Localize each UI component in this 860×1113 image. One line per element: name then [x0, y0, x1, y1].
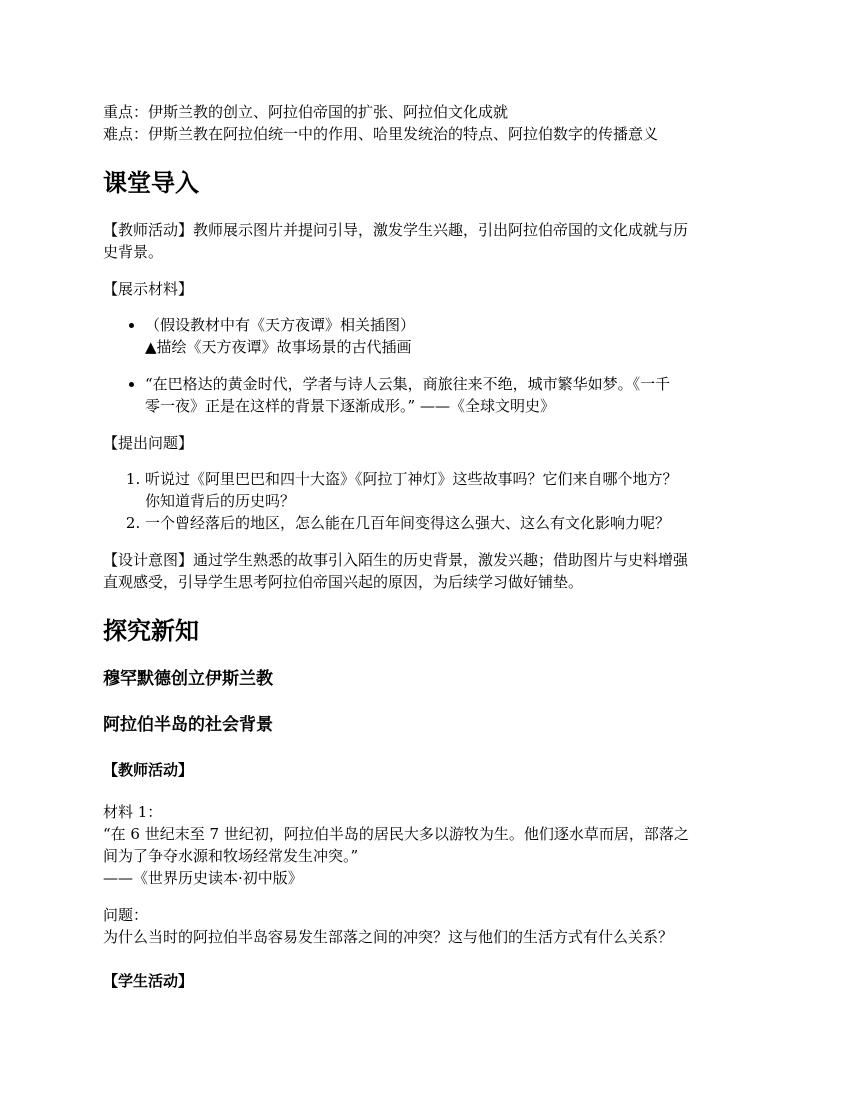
list-item	[145, 314, 763, 358]
teacher-activity-line-2: 史背景。	[103, 243, 164, 261]
document-page	[103, 101, 763, 992]
design-intent-paragraph	[103, 549, 763, 593]
questions-list	[103, 468, 763, 534]
list-item	[145, 512, 763, 534]
material-line-1: “在 6 世纪末至 7 世纪初，阿拉伯半岛的居民大多以游牧为生。他们逐水草而居，部落之	[103, 825, 689, 843]
question-1-line-1: 1. 听说过《阿里巴巴和四十大盗》《阿拉丁神灯》这些故事吗？它们来自哪个地方？	[145, 470, 678, 488]
question-2: 2. 一个曾经落后的地区，怎么能在几百年间变得这么强大、这么有文化影响力呢？	[145, 514, 671, 532]
question-1-line-2: 你知道背后的历史吗？	[145, 492, 296, 510]
materials-label: 【展示材料】	[103, 280, 194, 298]
question-block	[103, 904, 763, 948]
material-source: ——《世界历史读本·初中版》	[103, 869, 303, 887]
teacher-activity-paragraph	[103, 219, 763, 263]
bullet-2-line-1: • “在巴格达的黄金时代，学者与诗人云集，商旅往来不绝，城市繁华如梦。《一千	[145, 375, 671, 393]
teacher-activity-label: 【教师活动】	[103, 761, 194, 779]
section-heading-intro: 课堂导入	[103, 169, 199, 197]
question-label: 问题：	[103, 906, 149, 924]
list-item	[145, 373, 763, 417]
bullet-1-line-1: • （假设教材中有《天方夜谭》相关插图）	[145, 316, 416, 334]
focus-line: 重点：伊斯兰教的创立、阿拉伯帝国的扩张、阿拉伯文化成就	[103, 103, 509, 121]
material-line-2: 间为了争夺水源和牧场经常发生冲突。”	[103, 847, 359, 865]
material-block	[103, 801, 763, 889]
subheading-islam-founding: 穆罕默德创立伊斯兰教	[103, 669, 273, 689]
bullet-1-line-2: ▲描绘《天方夜谭》故事场景的古代插画	[145, 338, 412, 356]
materials-list	[103, 314, 763, 417]
material-label: 材料 1：	[103, 803, 163, 821]
section-heading-explore: 探究新知	[103, 617, 199, 645]
teacher-activity-line-1: 【教师活动】教师展示图片并提问引导，激发学生兴趣，引出阿拉伯帝国的文化成就与历	[103, 221, 689, 239]
key-points	[103, 101, 763, 145]
design-intent-line-1: 【设计意图】通过学生熟悉的故事引入陌生的历史背景，激发兴趣；借助图片与史料增强	[103, 551, 689, 569]
bullet-2-line-2: 零一夜》正是在这样的背景下逐渐成形。” ——《全球文明史》	[145, 397, 555, 415]
design-intent-line-2: 直观感受，引导学生思考阿拉伯帝国兴起的原因，为后续学习做好铺垫。	[103, 573, 584, 591]
list-item	[145, 468, 763, 512]
question-text: 为什么当时的阿拉伯半岛容易发生部落之间的冲突？这与他们的生活方式有什么关系？	[103, 928, 674, 946]
questions-label: 【提出问题】	[103, 434, 194, 452]
subheading-social-background: 阿拉伯半岛的社会背景	[103, 715, 273, 735]
student-activity-label: 【学生活动】	[103, 972, 194, 990]
difficulty-line: 难点：伊斯兰教在阿拉伯统一中的作用、哈里发统治的特点、阿拉伯数字的传播意义	[103, 125, 659, 143]
